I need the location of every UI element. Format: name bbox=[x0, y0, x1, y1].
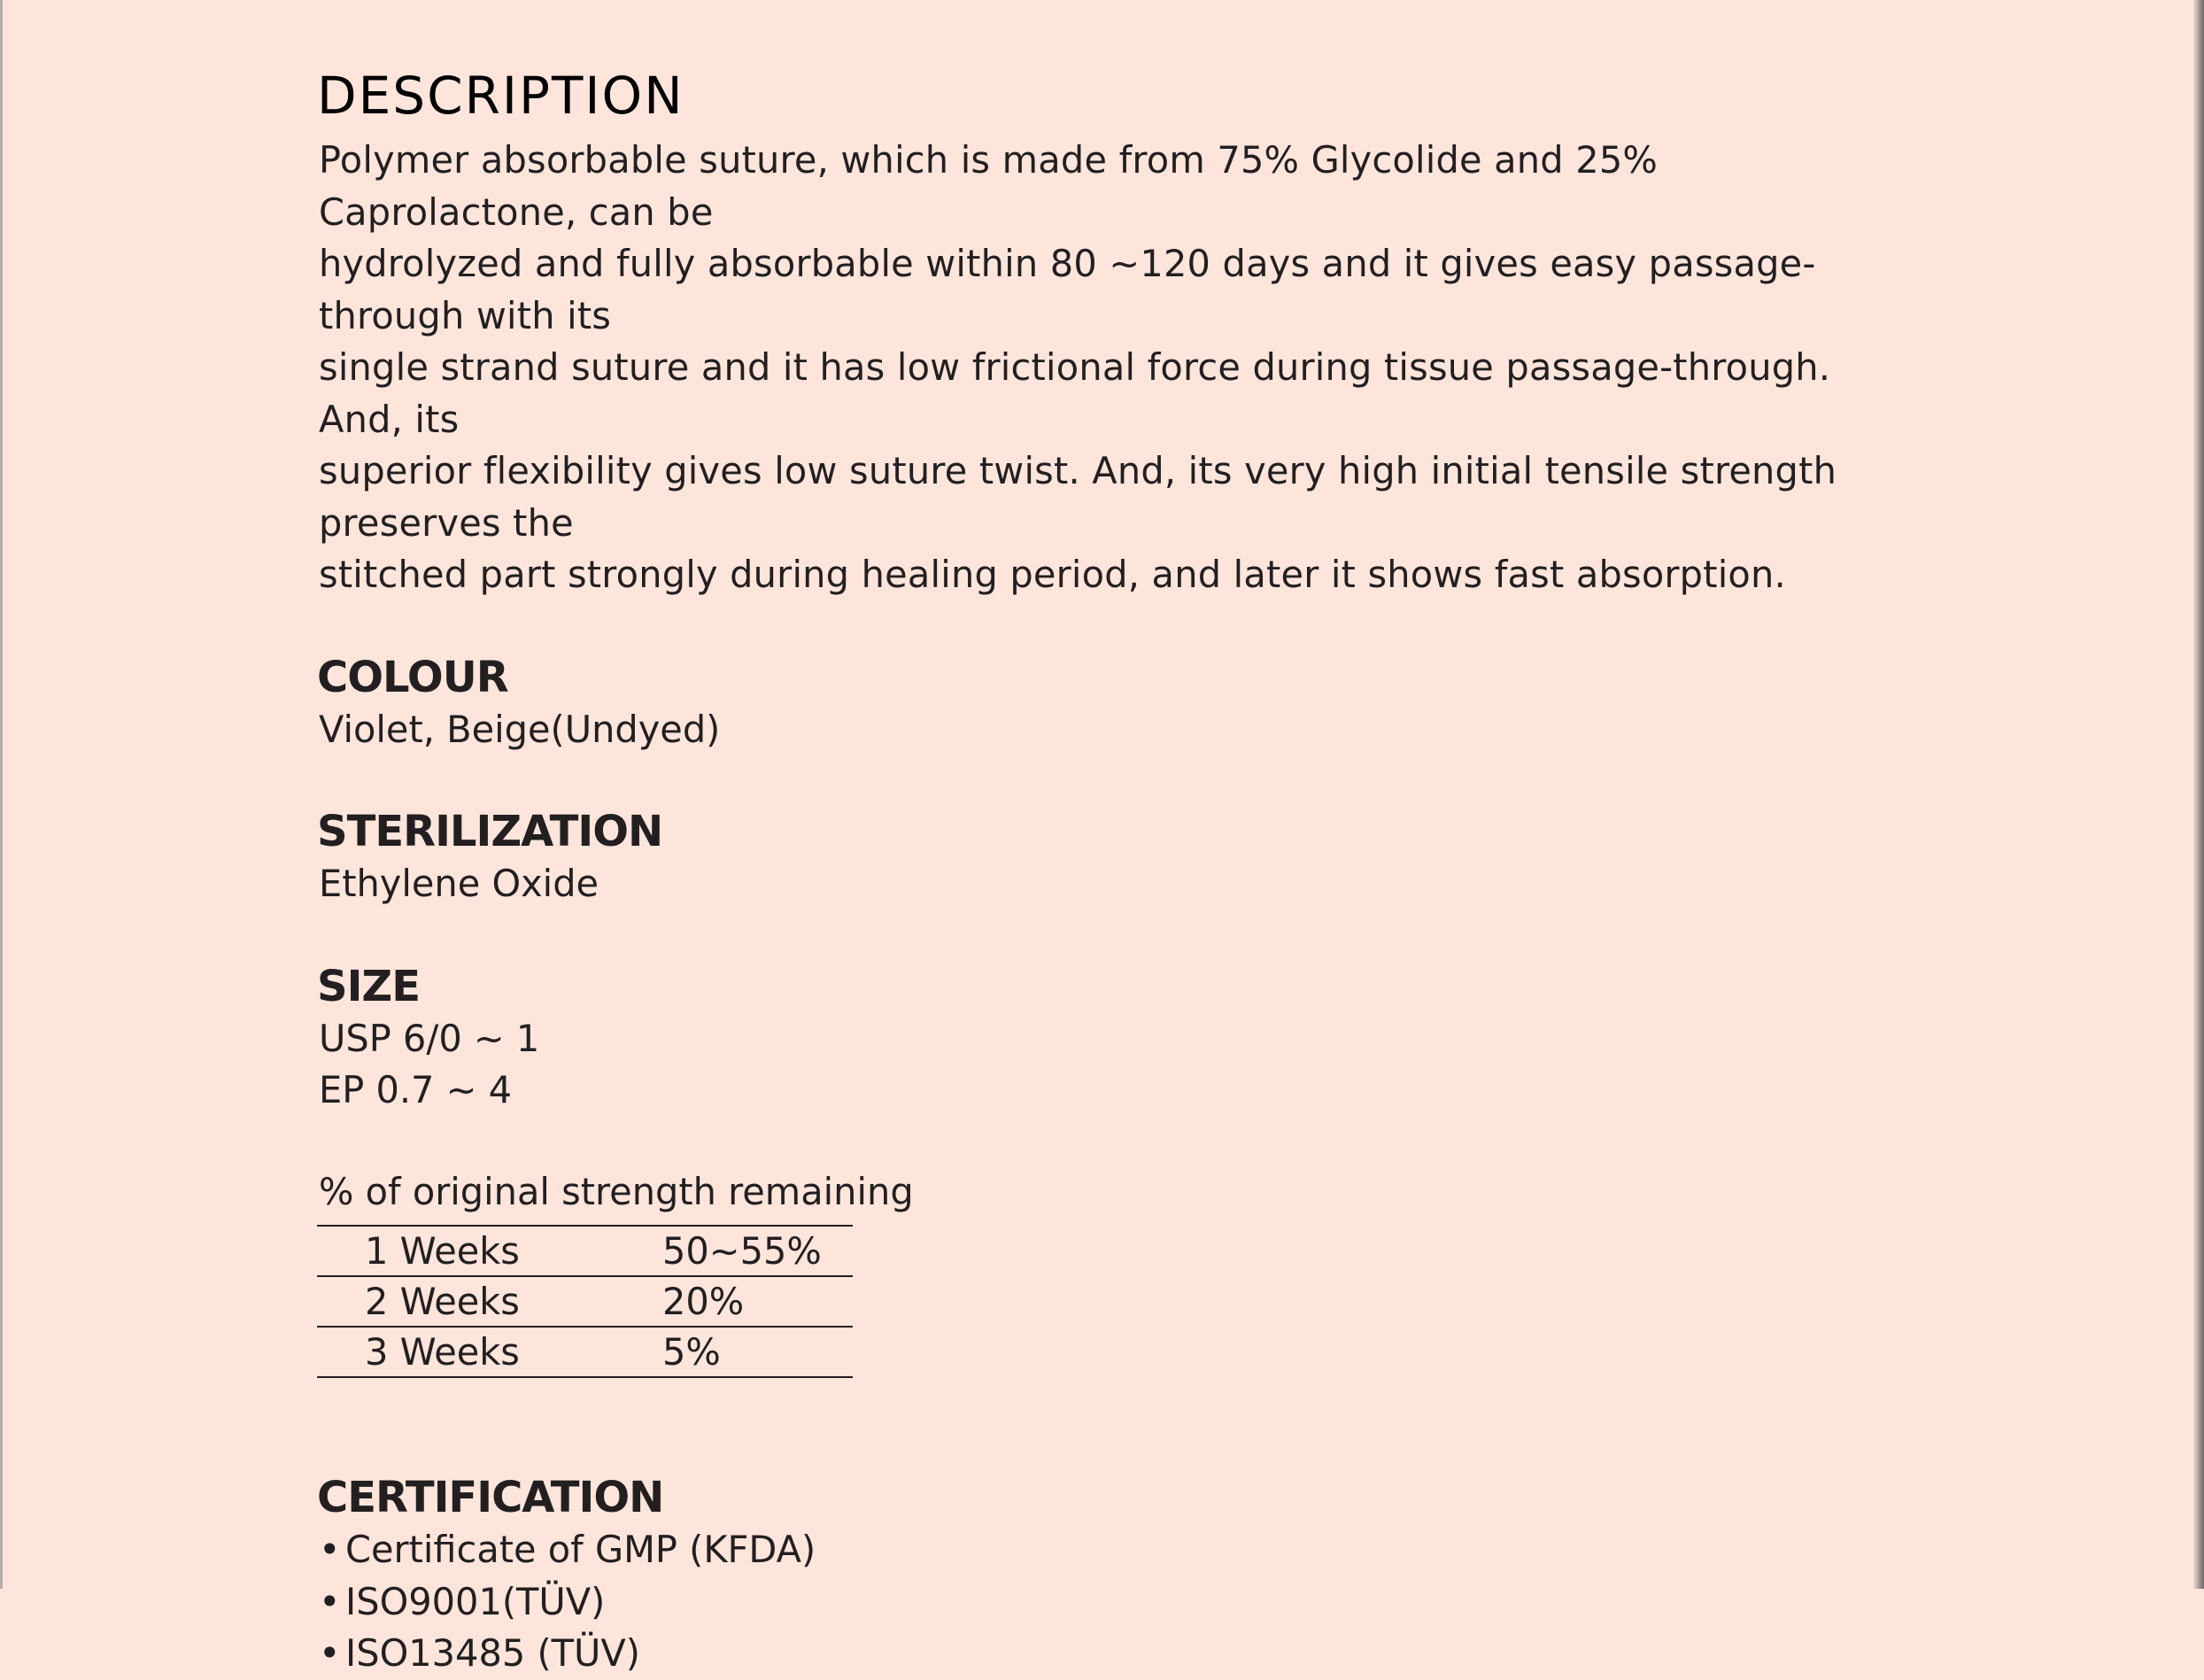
strength-value: 50~55% bbox=[662, 1226, 853, 1276]
sterilization-section bbox=[317, 805, 1875, 910]
bullet-icon: • bbox=[319, 1579, 341, 1623]
list-item bbox=[319, 1628, 1875, 1680]
size-ep-value: EP 0.7 ~ 4 bbox=[319, 1068, 512, 1111]
document-content bbox=[317, 60, 1875, 1680]
certification-item: ISO9001(TÜV) bbox=[345, 1579, 606, 1623]
certification-section bbox=[317, 1471, 1875, 1680]
strength-table bbox=[317, 1225, 853, 1378]
page-right-edge bbox=[2193, 0, 2204, 1589]
certification-heading: CERTIFICATION bbox=[317, 1473, 664, 1522]
strength-section bbox=[317, 1166, 1875, 1379]
colour-value: Violet, Beige(Undyed) bbox=[319, 707, 721, 751]
list-item bbox=[319, 1524, 1875, 1576]
size-heading: SIZE bbox=[317, 961, 421, 1011]
strength-period: 2 Weeks bbox=[317, 1276, 662, 1327]
list-item bbox=[319, 1576, 1875, 1629]
description-line: stitched part strongly during healing period, and later it shows fast absorption. bbox=[319, 553, 1786, 596]
colour-section bbox=[317, 651, 1875, 756]
page-left-edge bbox=[0, 0, 3, 1589]
description-line: hydrolyzed and fully absorbable within 80 ~120 days and it gives easy passage-through with its bbox=[319, 242, 1816, 337]
sterilization-heading: STERILIZATION bbox=[317, 807, 663, 856]
strength-value: 5% bbox=[662, 1327, 853, 1377]
bullet-icon: • bbox=[319, 1528, 341, 1571]
description-line: single strand suture and it has low frictional force during tissue passage-through. And, its bbox=[319, 345, 1831, 441]
table-row bbox=[317, 1327, 853, 1377]
description-heading: DESCRIPTION bbox=[317, 66, 684, 126]
description-text bbox=[319, 135, 1875, 601]
strength-title: % of original strength remaining bbox=[319, 1169, 914, 1213]
strength-value: 20% bbox=[662, 1276, 853, 1327]
certification-list bbox=[317, 1524, 1875, 1680]
bullet-icon: • bbox=[319, 1631, 341, 1675]
strength-period: 3 Weeks bbox=[317, 1327, 662, 1377]
description-line: Polymer absorbable suture, which is made from 75% Glycolide and 25% Caprolactone, can be bbox=[319, 138, 1659, 234]
sterilization-value: Ethylene Oxide bbox=[319, 862, 599, 905]
strength-period: 1 Weeks bbox=[317, 1226, 662, 1276]
certification-item: Certificate of GMP (KFDA) bbox=[345, 1528, 816, 1571]
certification-item: ISO13485 (TÜV) bbox=[345, 1631, 640, 1675]
description-section bbox=[317, 60, 1875, 601]
table-row bbox=[317, 1226, 853, 1276]
size-usp-value: USP 6/0 ~ 1 bbox=[319, 1016, 540, 1060]
size-section bbox=[317, 960, 1875, 1117]
table-row bbox=[317, 1276, 853, 1327]
description-line: superior flexibility gives low suture twist. And, its very high initial tensile strength preserves the bbox=[319, 449, 1837, 545]
colour-heading: COLOUR bbox=[317, 652, 508, 702]
